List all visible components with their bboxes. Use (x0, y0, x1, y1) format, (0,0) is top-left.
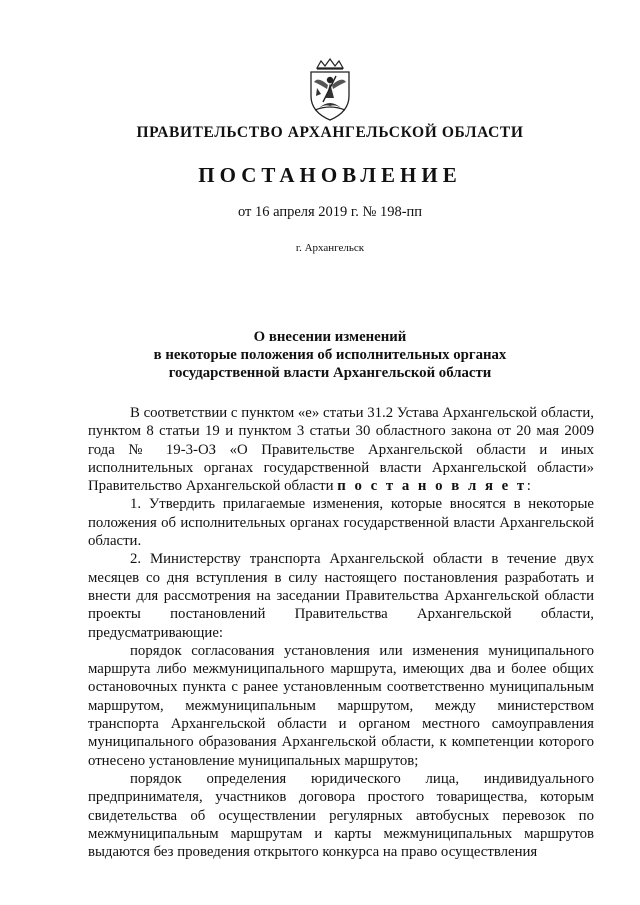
document-city: г. Архангельск (295, 242, 365, 254)
document-body (88, 404, 594, 861)
document-kind: ПОСТАНОВЛЕНИЕ (198, 163, 462, 187)
preamble-text: В соответствии с пунктом «е» статьи 31.2 Устава Архангельской области, пунктом 8 статьи 19 и пунктом 3 статьи 30 областного закона от 20 мая 2009 года № 19-3-ОЗ «О Правительстве Архангельской области и иных исполнительных органах государственной власти Архангельской области» Правительство Архангельской области (88, 405, 594, 495)
preamble-paragraph (88, 404, 594, 495)
subitem-2-paragraph: порядок определения юридического лица, индивидуального предпринимателя, участников договора простого товарищества, которым свидетельства об осуществлении регулярных автобусных перевозок по межмуниципальным маршрутам и карты межмуниципальных маршрутов выдаются без проведения открытого конкурса на право осуществления (88, 770, 594, 861)
title-line-1: О внесении изменений (253, 329, 407, 345)
subitem-1-paragraph: порядок согласования установления или изменения муниципального маршрута либо межмуниципального маршрута, имеющих два и более общих остановочных пункта с ранее установленным соответственно муниципальным маршрутом, межмуниципальным маршрутом, между министерством транспорта Архангельской области и органом местного самоуправления муниципального образования Архангельской области, к компетенции которого отнесено установление муниципальных маршрутов; (88, 642, 594, 769)
document-title (0, 328, 640, 382)
decrees-word: п о с т а н о в л я е т (337, 478, 527, 495)
item-1-paragraph: 1. Утвердить прилагаемые изменения, которые вносятся в некоторые положения об исполнительных органах государственной власти Архангельской области. (88, 496, 594, 550)
document-date-number: от 16 апреля 2019 г. № 198-пп (237, 204, 423, 220)
government-name: ПРАВИТЕЛЬСТВО АРХАНГЕЛЬСКОЙ ОБЛАСТИ (136, 124, 524, 141)
arkhangelsk-coat-of-arms-icon (299, 58, 361, 122)
title-line-3: государственной власти Архангельской области (168, 365, 492, 381)
item-2-paragraph: 2. Министерству транспорта Архангельской области в течение двух месяцев со дня вступления в силу настоящего постановления разработать и внести для рассмотрения на заседании Правительства Архангельской области проекты постановлений Правительства Архангельской области, предусматривающие: (88, 551, 594, 641)
decrees-colon: : (526, 478, 531, 495)
title-line-2: в некоторые положения об исполнительных органах (153, 347, 507, 363)
